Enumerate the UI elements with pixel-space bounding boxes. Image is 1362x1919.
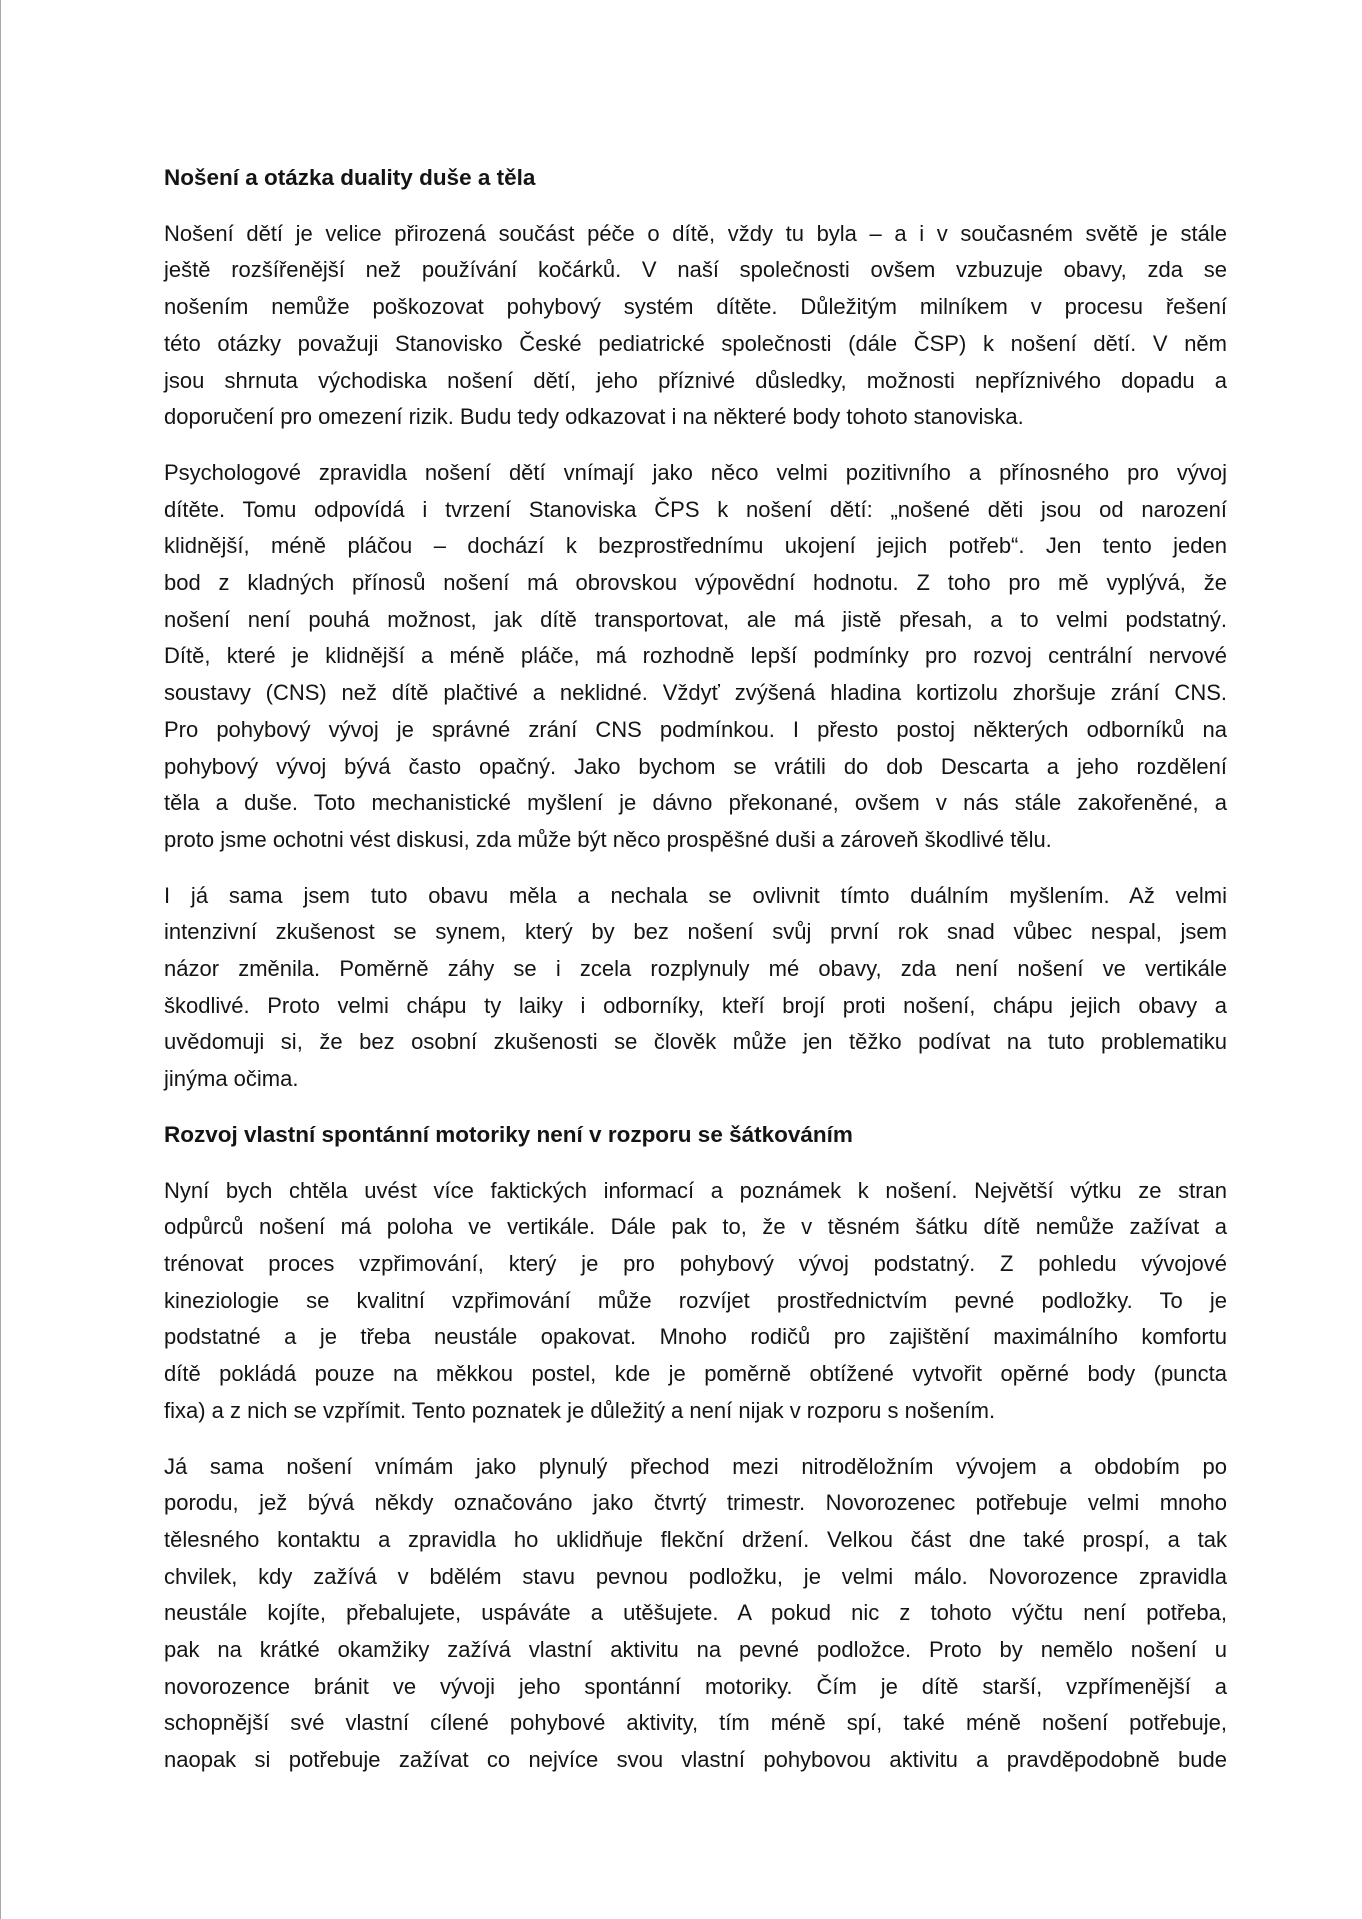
text-line: novorozence bránit ve vývoji jeho spontánní motoriky. Čím je dítě starší, vzpřímenější a — [164, 1673, 1227, 1699]
text-line: naopak si potřebuje zažívat co nejvíce svou vlastní pohybovou aktivitu a pravděpodobně bude — [164, 1747, 1227, 1773]
text-line: proto jsme ochotni vést diskusi, zda může být něco prospěšné duši a zároveň škodlivé tělu. — [164, 826, 1052, 852]
section-heading: Rozvoj vlastní spontánní motoriky není v rozporu se šátkováním — [164, 1121, 853, 1147]
section-heading: Nošení a otázka duality duše a těla — [164, 165, 536, 190]
text-line: Dítě, které je klidnější a méně pláče, má rozhodně lepší podmínky pro rozvoj centrální nervové — [164, 643, 1227, 669]
paragraph — [164, 455, 1227, 859]
text-line: dítěte. Tomu odpovídá i tvrzení Stanoviska ČPS k nošení dětí: „nošené děti jsou od narození — [164, 496, 1227, 522]
paragraph — [164, 216, 1227, 436]
text-line: Nyní bych chtěla uvést více faktických informací a poznámek k nošení. Největší výtku ze stran — [164, 1177, 1227, 1203]
text-line: bod z kladných přínosů nošení má obrovskou výpovědní hodnotu. Z toho pro mě vyplývá, že — [164, 570, 1227, 596]
text-line: škodlivé. Proto velmi chápu ty laiky i odborníky, kteří brojí proti nošení, chápu jejich obavy a — [164, 992, 1227, 1018]
text-line: doporučení pro omezení rizik. Budu tedy odkazovat i na některé body tohoto stanoviska. — [164, 404, 1024, 430]
text-line: jsou shrnuta východiska nošení dětí, jeho příznivé důsledky, možnosti nepříznivého dopadu a — [164, 367, 1227, 393]
text-line: jinýma očima. — [164, 1066, 299, 1092]
document-content — [164, 160, 1227, 1798]
paragraph — [164, 1173, 1227, 1430]
text-line: neustále kojíte, přebalujete, uspáváte a utěšujete. A pokud nic z tohoto výčtu není potřeba, — [164, 1600, 1227, 1626]
text-line: pak na krátké okamžiky zažívá vlastní aktivitu na pevné podložce. Proto by nemělo nošení u — [164, 1637, 1227, 1663]
text-line: podstatné a je třeba neustále opakovat. Mnoho rodičů pro zajištění maximálního komfortu — [164, 1324, 1227, 1350]
paragraph — [164, 878, 1227, 1098]
text-line: dítě pokládá pouze na měkkou postel, kde je poměrně obtížené vytvořit opěrné body (puncta — [164, 1361, 1227, 1387]
text-line: Nošení dětí je velice přirozená součást péče o dítě, vždy tu byla – a i v současném světě je stále — [164, 220, 1227, 246]
text-line: názor změnila. Poměrně záhy se i zcela rozplynuly mé obavy, zda není nošení ve vertikále — [164, 956, 1227, 982]
text-line: porodu, jež bývá někdy označováno jako čtvrtý trimestr. Novorozenec potřebuje velmi mnoho — [164, 1490, 1227, 1516]
text-line: kineziologie se kvalitní vzpřimování může rozvíjet prostřednictvím pevné podložky. To je — [164, 1287, 1227, 1313]
text-line: klidnější, méně pláčou – dochází k bezprostřednímu ukojení jejich potřeb“. Jen tento jeden — [164, 533, 1227, 559]
paragraph — [164, 1449, 1227, 1779]
text-line: nošením nemůže poškozovat pohybový systém dítěte. Důležitým milníkem v procesu řešení — [164, 294, 1227, 320]
text-line: uvědomuji si, že bez osobní zkušenosti se člověk může jen těžko podívat na tuto problematiku — [164, 1029, 1227, 1055]
text-line: schopnější své vlastní cílené pohybové aktivity, tím méně spí, také méně nošení potřebuje, — [164, 1710, 1227, 1736]
text-line: intenzivní zkušenost se synem, který by bez nošení svůj první rok snad vůbec nespal, jsem — [164, 919, 1227, 945]
text-line: ještě rozšířenější než používání kočárků. V naší společnosti ovšem vzbuzuje obavy, zda se — [164, 257, 1227, 283]
text-line: nošení není pouhá možnost, jak dítě transportovat, ale má jistě přesah, a to velmi podstatný. — [164, 606, 1227, 632]
text-line: Já sama nošení vnímám jako plynulý přechod mezi nitroděložním vývojem a obdobím po — [164, 1453, 1227, 1479]
text-line: soustavy (CNS) než dítě plačtivé a neklidné. Vždyť zvýšená hladina kortizolu zhoršuje zrání CNS. — [164, 680, 1227, 706]
text-line: pohybový vývoj bývá často opačný. Jako bychom se vrátili do dob Descarta a jeho rozdělení — [164, 753, 1227, 779]
text-line: Psychologové zpravidla nošení dětí vnímají jako něco velmi pozitivního a přínosného pro vývoj — [164, 459, 1227, 485]
text-line: I já sama jsem tuto obavu měla a nechala se ovlivnit tímto duálním myšlením. Až velmi — [164, 882, 1227, 908]
text-line: odpůrců nošení má poloha ve vertikále. Dále pak to, že v těsném šátku dítě nemůže zažívat a — [164, 1214, 1227, 1240]
text-line: Pro pohybový vývoj je správné zrání CNS podmínkou. I přesto postoj některých odborníků na — [164, 716, 1227, 742]
text-line: fixa) a z nich se vzpřímit. Tento poznatek je důležitý a není nijak v rozporu s nošením. — [164, 1397, 996, 1423]
text-line: těla a duše. Toto mechanistické myšlení je dávno překonané, ovšem v nás stále zakořeněné, a — [164, 790, 1227, 816]
text-line: tělesného kontaktu a zpravidla ho uklidňuje flekční držení. Velkou část dne také prospí, a tak — [164, 1526, 1227, 1552]
text-line: trénovat proces vzpřimování, který je pro pohybový vývoj podstatný. Z pohledu vývojové — [164, 1250, 1227, 1276]
text-line: chvilek, kdy zažívá v bdělém stavu pevnou podložku, je velmi málo. Novorozence zpravidla — [164, 1563, 1227, 1589]
text-line: této otázky považuji Stanovisko České pediatrické společnosti (dále ČSP) k nošení dětí. V něm — [164, 330, 1227, 356]
